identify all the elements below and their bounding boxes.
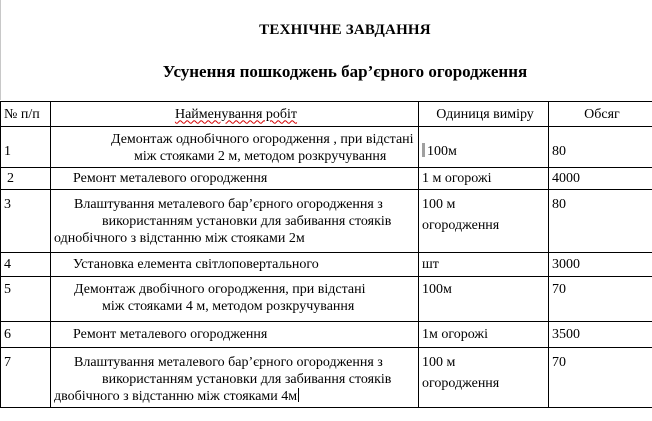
row-num: 4 <box>4 257 11 272</box>
page-margin-rule <box>0 0 1 100</box>
row-unit-line1: 100 м <box>422 355 456 370</box>
row-name-line2: між стояками 4 м, методом розкручування <box>102 299 355 314</box>
header-volume[interactable]: Обсяг <box>549 102 652 127</box>
row-unit-line2: огородження <box>422 376 500 391</box>
row-name-line1: Демонтаж двобічного огородження, при відстані <box>74 282 366 297</box>
row-num-cell[interactable] <box>1 127 51 168</box>
table-row <box>1 277 652 322</box>
row-name-line3-wrap <box>54 388 418 405</box>
row-name-line1: Ремонт металевого огородження <box>73 171 268 186</box>
row-name-cell[interactable] <box>51 168 419 190</box>
row-num-cell[interactable] <box>1 190 51 253</box>
row-num: 5 <box>4 282 11 297</box>
row-name-cell[interactable] <box>51 253 419 277</box>
row-unit: 1 м огорожі <box>422 171 492 186</box>
table-row <box>1 322 652 348</box>
row-num: 7 <box>4 355 11 370</box>
table-row <box>1 190 652 253</box>
row-unit: 1м огорожі <box>422 327 488 342</box>
row-name-line2: між стояками 2 м, методом розкручування <box>134 149 387 164</box>
row-volume: 4000 <box>552 171 580 186</box>
row-unit-cell[interactable] <box>419 190 549 253</box>
row-name-line1: Установка елемента світлоповертального <box>73 257 319 272</box>
row-volume-cell[interactable] <box>549 127 652 168</box>
row-volume-cell[interactable] <box>549 190 652 253</box>
row-unit: шт <box>422 257 439 272</box>
header-num[interactable]: № п/п <box>1 102 51 127</box>
row-num: 3 <box>4 197 11 212</box>
row-name-line2: використанням установки для забивання стояків <box>102 372 392 387</box>
text-cursor <box>298 388 299 402</box>
row-num-cell[interactable] <box>1 277 51 322</box>
row-name-cell[interactable] <box>51 277 419 322</box>
row-unit: 100м <box>427 144 457 159</box>
row-volume-cell[interactable] <box>549 253 652 277</box>
row-name-line1: Демонтаж однобічного огородження , при відстані <box>111 132 414 147</box>
row-num-cell[interactable] <box>1 168 51 190</box>
row-volume-cell[interactable] <box>549 322 652 348</box>
row-name-cell[interactable] <box>51 190 419 253</box>
table-header-row <box>1 102 652 127</box>
row-name-line1: Влаштування металевого бар’єрного огородження з <box>74 355 383 370</box>
row-unit: 100м <box>422 282 452 297</box>
row-unit-cell[interactable] <box>419 322 549 348</box>
row-unit-cell[interactable] <box>419 277 549 322</box>
row-num: 6 <box>4 327 11 342</box>
row-volume-cell[interactable] <box>549 277 652 322</box>
row-num-cell[interactable] <box>1 322 51 348</box>
table-row <box>1 168 652 190</box>
document-subtitle: Усунення пошкоджень бар’єрного огородження <box>162 62 528 81</box>
row-num: 2 <box>7 171 14 186</box>
row-num-cell[interactable] <box>1 253 51 277</box>
row-volume: 80 <box>552 144 566 159</box>
table-row <box>1 127 652 168</box>
row-name-cell[interactable] <box>51 127 419 168</box>
row-unit-cell[interactable] <box>419 168 549 190</box>
header-name-text: Найменування робіт <box>174 106 298 122</box>
row-volume: 3000 <box>552 257 580 272</box>
row-unit-cell[interactable] <box>419 253 549 277</box>
header-name[interactable] <box>51 102 419 127</box>
table-row <box>1 348 652 408</box>
row-volume: 70 <box>552 282 566 297</box>
row-volume-cell[interactable] <box>549 348 652 408</box>
row-num: 1 <box>4 144 11 159</box>
row-name-line1: Ремонт металевого огородження <box>73 327 268 342</box>
row-name-line1: Влаштування металевого бар’єрного огородження з <box>74 197 383 212</box>
row-volume: 80 <box>552 197 566 212</box>
works-table <box>0 101 652 408</box>
row-name-line2: використанням установки для забивання стояків <box>102 214 392 229</box>
row-volume: 3500 <box>552 327 580 342</box>
table-row <box>1 253 652 277</box>
row-unit-line1: 100 м <box>422 197 456 212</box>
row-name-cell[interactable] <box>51 348 419 408</box>
row-num-cell[interactable] <box>1 348 51 408</box>
row-volume-cell[interactable] <box>549 168 652 190</box>
row-name-line3: однобічного з відстанню між стояками 2м <box>54 231 305 246</box>
row-unit-cell[interactable] <box>419 127 549 168</box>
row-unit-line2: огородження <box>422 218 500 233</box>
row-volume: 70 <box>552 355 566 370</box>
row-unit-cell[interactable] <box>419 348 549 408</box>
cell-marker <box>422 143 425 157</box>
document-title: ТЕХНІЧНЕ ЗАВДАННЯ <box>259 22 431 38</box>
row-name-line3: двобічного з відстанню між стояками 4м <box>54 389 298 404</box>
row-name-cell[interactable] <box>51 322 419 348</box>
header-unit[interactable]: Одиниця виміру <box>419 102 549 127</box>
